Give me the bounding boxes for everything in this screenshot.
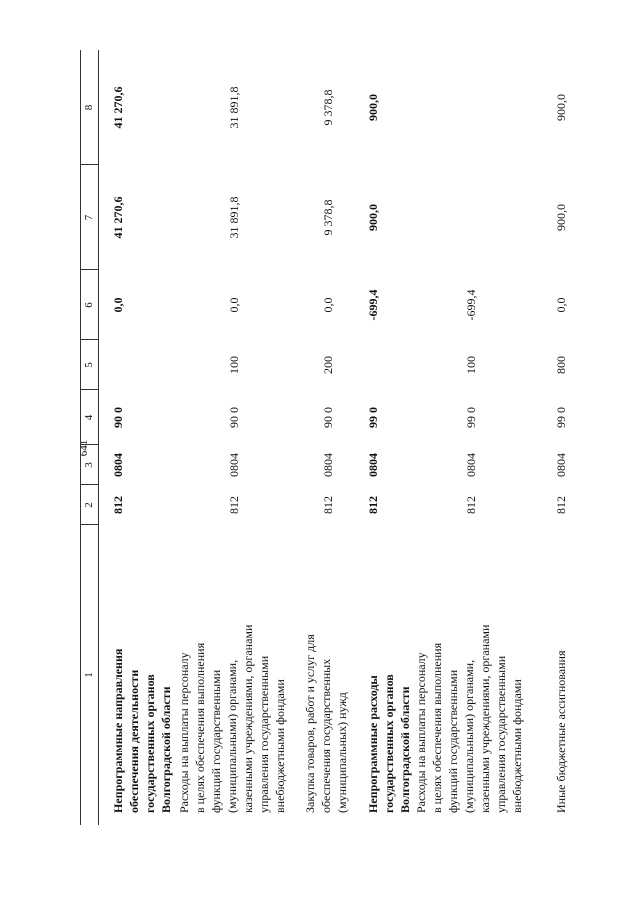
cell-total: 41 270,6 [111, 86, 125, 129]
table-row [413, 50, 533, 825]
cell-ved: 812 [366, 496, 380, 514]
cell-ved: 812 [111, 496, 125, 514]
cell-amount: 9 378,8 [321, 199, 335, 236]
row-description: Расходы на выплаты персоналу в целях обеспечения выполнения функций государственными (муниципальными) органами, казенными учреждениями, органами управления государственными внебюджетными фондами [414, 624, 524, 813]
cell-expense-type: 100 [464, 356, 478, 374]
cell-expense-type: 800 [554, 356, 568, 374]
cell-ved: 812 [554, 496, 568, 514]
cell-section: 0804 [321, 453, 335, 477]
table-row [365, 50, 415, 825]
table-row [110, 50, 180, 825]
column-header: 5 [83, 362, 95, 368]
column-header: 3 [83, 462, 95, 468]
cell-change: 0,0 [554, 297, 568, 313]
cell-target: 90 0 [227, 407, 241, 428]
cell-target: 99 0 [366, 407, 380, 428]
cell-target: 99 0 [464, 407, 478, 428]
cell-amount: 900,0 [366, 204, 380, 231]
column-header: 8 [83, 104, 95, 111]
table-row [553, 50, 573, 825]
cell-amount: 41 270,6 [111, 196, 125, 239]
cell-change: -699,4 [366, 289, 380, 321]
cell-target: 90 0 [111, 407, 125, 428]
cell-change: -699,4 [464, 289, 478, 321]
cell-section: 0804 [554, 453, 568, 477]
row-description: Расходы на выплаты персоналу в целях обеспечения выполнения функций государственными (муниципальными) органами, казенными учреждениями, органами управления государственными внебюджетными фондами [177, 624, 287, 813]
cell-total: 9 378,8 [321, 89, 335, 126]
cell-change: 0,0 [321, 297, 335, 313]
column-header: 1 [83, 672, 95, 678]
cell-ved: 812 [227, 496, 241, 514]
cell-total: 31 891,8 [227, 86, 241, 129]
header-bottom-rule [98, 50, 99, 825]
table-row [176, 50, 296, 825]
cell-change: 0,0 [227, 297, 241, 313]
cell-change: 0,0 [111, 297, 125, 313]
cell-target: 90 0 [321, 407, 335, 428]
cell-section: 0804 [366, 453, 380, 477]
cell-amount: 900,0 [554, 204, 568, 231]
column-header: 7 [83, 214, 95, 221]
row-description: Иные бюджетные ассигнования [554, 650, 568, 813]
cell-target: 99 0 [554, 407, 568, 428]
cell-amount: 31 891,8 [227, 196, 241, 239]
cell-total: 900,0 [554, 94, 568, 121]
cell-expense-type: 100 [227, 356, 241, 374]
cell-ved: 812 [464, 496, 478, 514]
row-description: Закупка товаров, работ и услуг для обеспечения государственных (муниципальных) нужд [303, 634, 349, 813]
cell-expense-type: 200 [321, 356, 335, 374]
row-description: Непрограммные расходы государственных органов Волгоградской области [366, 674, 412, 813]
budget-table [80, 50, 605, 825]
cell-section: 0804 [111, 453, 125, 477]
cell-section: 0804 [227, 453, 241, 477]
row-description: Непрограммные направления обеспечения деятельности государственных органов Волгоградской области [111, 648, 173, 813]
page-number: 641 [78, 439, 90, 457]
cell-section: 0804 [464, 453, 478, 477]
table-row [302, 50, 362, 825]
column-header: 4 [83, 414, 95, 421]
cell-total: 900,0 [366, 94, 380, 121]
column-header: 6 [83, 302, 95, 308]
cell-ved: 812 [321, 496, 335, 514]
column-header: 2 [83, 502, 95, 508]
